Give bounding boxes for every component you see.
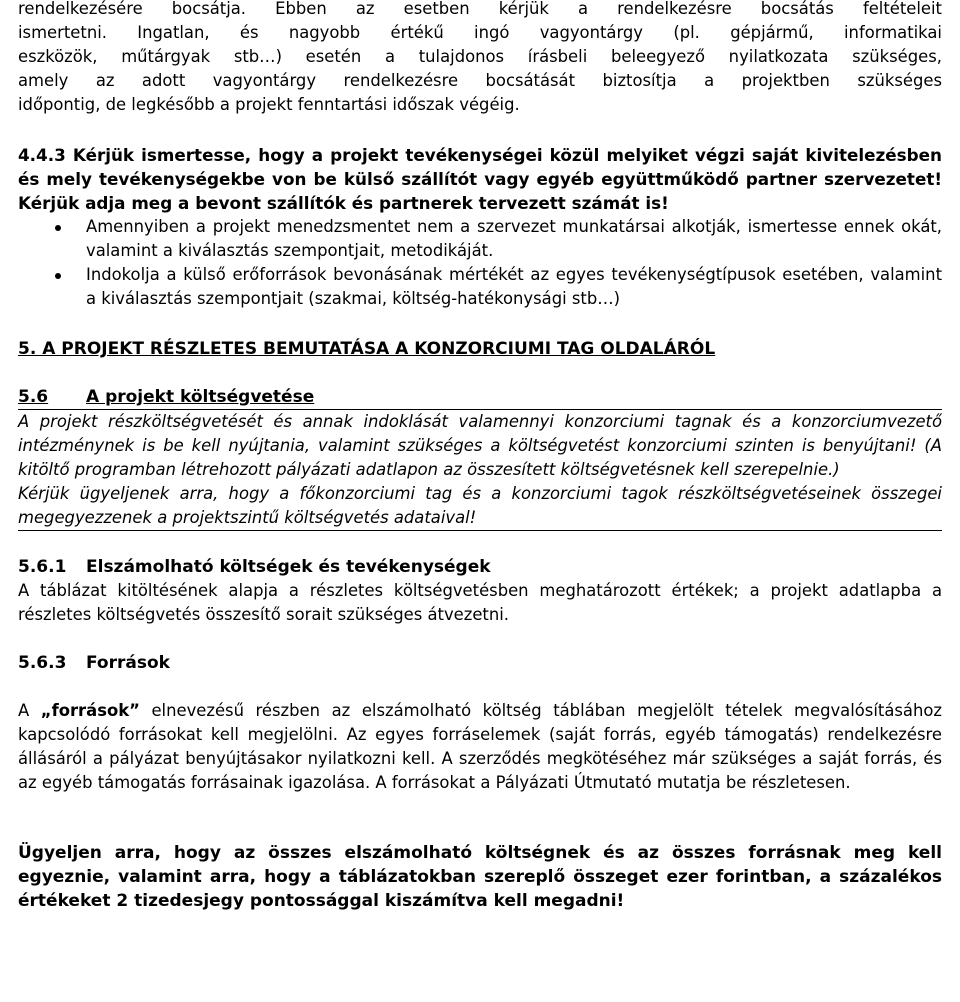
section-561-heading [18,555,942,579]
section-56-title: A projekt költségvetése [86,387,315,407]
section-561-number: 5.6.1 [18,557,67,577]
intro-line: időpontig, de legkésőbb a projekt fenntartási időszak végéig. [18,95,520,114]
intro-line: ismertetni. Ingatlan, és nagyobb értékű ingó vagyontárgy (pl. gépjármű, informatikai [18,23,942,42]
section-563-heading [18,651,942,675]
section-56-number: 5.6 [18,387,49,407]
intro-paragraph [18,0,942,117]
bullet-text: Amennyiben a projekt menedzsmentet nem a szervezet munkatársai alkotják, ismertesse ennek okát, valamint a kiválasztás szempontjait, metodikáját. [86,217,942,260]
notice-text-1: A projekt részköltségvetését és annak indoklását valamennyi konzorciumi tagnak és a konzorciumvezető intézménynek is be kell nyújtania, valamint szükséges a költségvetést konzorciumi szinten is benyújtani! (A kitöltő programban létrehozott pályázati adatlapon az összesített költségvetésnek kell szerepelnie.) [18,412,942,479]
section-56-heading [18,385,942,409]
intro-line: amely az adott vagyontárgy rendelkezésre bocsátását biztosítja a projektben szükséges [18,71,942,90]
intro-line: rendelkezésére bocsátja. Ebben az esetben kérjük a rendelkezésre bocsátás feltételeit [18,0,942,18]
section-5-heading: 5. A PROJEKT RÉSZLETES BEMUTATÁSA A KONZORCIUMI TAG OLDALÁRÓL [18,339,716,359]
section-443-question: 4.4.3 Kérjük ismertesse, hogy a projekt tevékenységei közül melyiket végzi saját kivitelezésben és mely tevékenységekbe von be külső szállítót vagy egyéb együttműködő partner szervezetet! Kérjük adja meg a bevont szállítók és partnerek tervezett számát is! [18,145,942,213]
section-561-title: Elszámolható költségek és tevékenységek [86,557,491,577]
bullet-icon [55,225,61,231]
intro-line: eszközök, műtárgyak stb…) esetén a tulajdonos írásbeli beleegyező nyilatkozata szükséges, [18,47,942,66]
list-item [18,215,942,263]
section-563-text [18,699,942,795]
list-item [18,263,942,311]
section-561-text: A táblázat kitöltésének alapja a részletes költségvetésben meghatározott értékek; a projekt adatlapba a részletes költségvetés összesítő sorait szükséges átvezetni. [18,581,942,624]
section-563-title: Források [86,653,170,673]
final-warning [18,841,942,913]
section-56-notice-box [18,409,942,531]
final-warning-text: Ügyeljen arra, hogy az összes elszámolható költségnek és az összes forrásnak meg kell egyeznie, valamint arra, hogy a táblázatokban szereplő összeget ezer forintban, a százalékos értékeket 2 tizedesjegy pontossággal kiszámítva kell megadni! [18,843,942,911]
section-563-text-rest: elnevezésű részben az elszámolható költség táblában megjelölt tételek megvalósításához kapcsolódó forrásokat kell megjelölni. Az egyes forráselemek (saját forrás, egyéb támogatás) rendelkezésre állásáról a pályázat benyújtásakor nyilatkozni kell. A szerződés megkötéséhez már szükséges a saját forrás, és az egyéb támogatás forrásainak igazolása. A forrásokat a Pályázati Útmutató mutatja be részletesen. [18,701,942,792]
bullet-text: Indokolja a külső erőforrások bevonásának mértékét az egyes tevékenységtípusok esetében, valamint a kiválasztás szempontjait (szakmai, költség-hatékonysági stb…) [86,265,942,308]
section-563-text-prefix: A [18,701,41,720]
bullet-icon [55,273,61,279]
notice-text-2: Kérjük ügyeljenek arra, hogy a főkonzorciumi tag és a konzorciumi tagok részköltségvetéseinek összegei megegyezzenek a projektszintű költségvetés adataival! [18,484,942,527]
section-563-number: 5.6.3 [18,653,67,673]
section-443-bullet-list [18,215,942,311]
section-563-text-bold: „források” [40,701,140,720]
